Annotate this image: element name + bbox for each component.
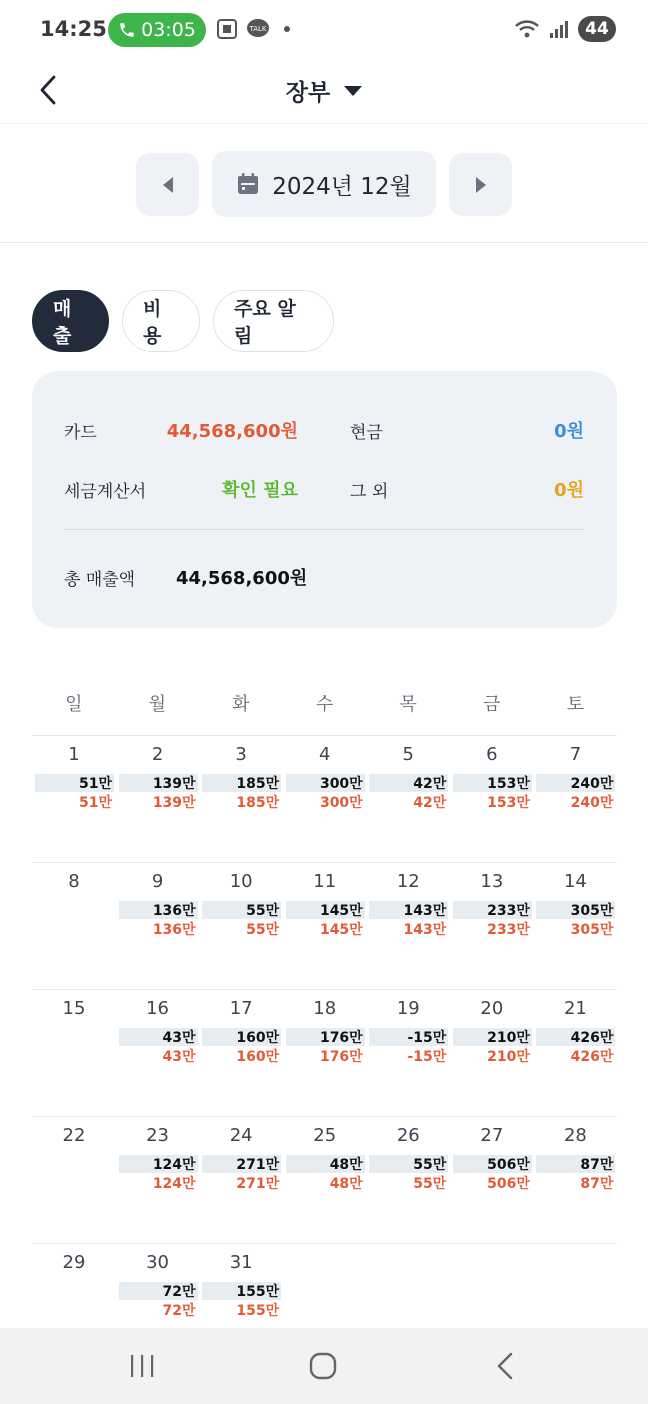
- day-card-amount: 271만: [236, 1176, 280, 1192]
- recent-apps-icon: [129, 1354, 155, 1378]
- day-number: 5: [402, 744, 414, 765]
- day-amount: 240만: [570, 776, 614, 792]
- weekday-label: 수: [315, 694, 334, 715]
- calendar-day-cell[interactable]: [199, 1117, 283, 1244]
- calendar-day-cell[interactable]: [533, 863, 617, 990]
- day-number: 2: [151, 744, 164, 765]
- day-amount: 51만: [78, 776, 112, 792]
- day-amount: 87만: [580, 1157, 614, 1173]
- day-card-amount: 87만: [580, 1176, 614, 1192]
- day-amount: 426만: [570, 1030, 614, 1046]
- current-month-label: 2024년 12월: [272, 173, 412, 200]
- system-back-button[interactable]: [485, 1350, 525, 1382]
- day-number: 21: [563, 998, 587, 1019]
- caret-down-icon: [344, 85, 362, 97]
- day-amount: 153만: [487, 776, 530, 792]
- day-card-amount: 51만: [78, 795, 112, 811]
- back-arrow-icon: [496, 1352, 514, 1380]
- day-number: 11: [313, 871, 337, 892]
- home-button[interactable]: [303, 1350, 343, 1382]
- month-picker-button[interactable]: [212, 151, 436, 217]
- day-card-amount: 143만: [403, 922, 447, 938]
- day-number: 19: [396, 998, 420, 1019]
- day-card-amount: 506만: [487, 1176, 530, 1192]
- prev-month-button[interactable]: [136, 153, 199, 216]
- day-number: 4: [318, 744, 331, 765]
- summary-divider: [64, 529, 584, 530]
- day-amount: 139만: [152, 776, 196, 792]
- caret-left-icon: [162, 176, 174, 194]
- calendar-day-cell[interactable]: [450, 1117, 534, 1244]
- tab-expenses[interactable]: 비용: [122, 290, 200, 352]
- total-sales-value: 44,568,600원: [176, 568, 308, 589]
- calendar-day-cell[interactable]: [533, 1117, 617, 1244]
- day-amount: 305만: [570, 903, 614, 919]
- card-value: 44,568,600원: [166, 421, 298, 442]
- day-number: 14: [563, 871, 587, 892]
- calendar-weekday-header: [32, 690, 617, 716]
- next-month-button[interactable]: [449, 153, 512, 216]
- day-card-amount: 176만: [319, 1049, 363, 1065]
- day-number: 1: [68, 744, 80, 765]
- day-number: 23: [146, 1125, 170, 1146]
- day-number: 31: [229, 1252, 253, 1273]
- day-card-amount: 305만: [570, 922, 614, 938]
- weekday-label: 일: [65, 694, 83, 715]
- day-amount: 233만: [487, 903, 530, 919]
- call-timer-pill[interactable]: [108, 13, 206, 47]
- calendar-icon: [236, 172, 260, 196]
- weekday-label: 금: [482, 694, 501, 715]
- day-number: 8: [68, 871, 80, 892]
- calendar-day-cell[interactable]: [283, 863, 367, 990]
- caret-right-icon: [475, 176, 487, 194]
- month-selector: [0, 125, 648, 243]
- recent-apps-button[interactable]: [122, 1350, 162, 1382]
- talk-icon: [246, 18, 270, 40]
- total-sales-label: 총 매출액: [64, 570, 136, 590]
- signal-icon: [548, 18, 570, 40]
- sales-summary-card: [32, 371, 617, 628]
- screenshot-icon: [216, 18, 238, 40]
- calendar-week-row: [32, 1116, 617, 1243]
- day-amount: 48만: [329, 1157, 363, 1173]
- call-timer: 03:05: [141, 19, 196, 41]
- day-amount: 136만: [152, 903, 196, 919]
- calendar-day-cell[interactable]: [32, 990, 116, 1117]
- calendar-day-cell[interactable]: [116, 863, 200, 990]
- tax-invoice-status[interactable]: 확인 필요: [222, 480, 298, 501]
- day-amount: 185만: [236, 776, 280, 792]
- day-number: 13: [480, 871, 504, 892]
- day-number: 29: [62, 1252, 86, 1273]
- other-value: 0원: [554, 480, 584, 501]
- day-number: 6: [486, 744, 498, 765]
- day-card-amount: 153만: [487, 795, 530, 811]
- day-number: 15: [62, 998, 86, 1019]
- day-amount: 42만: [413, 776, 447, 792]
- ledger-dropdown[interactable]: [0, 74, 648, 107]
- day-card-amount: 139만: [152, 795, 196, 811]
- day-card-amount: 233만: [487, 922, 530, 938]
- calendar-day-cell[interactable]: [32, 863, 116, 990]
- card-label: 카드: [64, 423, 97, 443]
- status-time: 14:25: [40, 17, 107, 41]
- weekday-label: 토: [566, 694, 584, 715]
- calendar-week-row: [32, 989, 617, 1116]
- calendar-week-row: [32, 862, 617, 989]
- calendar-day-cell[interactable]: [366, 863, 450, 990]
- calendar-day-cell[interactable]: [116, 990, 200, 1117]
- day-amount: 210만: [487, 1030, 530, 1046]
- day-card-amount: 72만: [162, 1303, 196, 1319]
- day-card-amount: 210만: [487, 1049, 530, 1065]
- day-card-amount: 300만: [319, 795, 363, 811]
- notification-dot: [284, 26, 290, 32]
- calendar-day-cell[interactable]: [450, 863, 534, 990]
- day-amount: 55만: [413, 1157, 447, 1173]
- svg-text:TALK: TALK: [249, 25, 267, 33]
- cash-value: 0원: [554, 421, 584, 442]
- day-number: 12: [396, 871, 420, 892]
- calendar-day-cell[interactable]: [283, 736, 367, 863]
- day-number: 9: [151, 871, 164, 892]
- day-amount: 145만: [319, 903, 363, 919]
- day-amount: 300만: [319, 776, 363, 792]
- day-number: 18: [313, 998, 337, 1019]
- battery-indicator: 44: [578, 16, 616, 42]
- day-card-amount: 55만: [246, 922, 280, 938]
- day-card-amount: 145만: [319, 922, 363, 938]
- calendar-day-cell[interactable]: [199, 736, 283, 863]
- system-nav-bar: [0, 1328, 648, 1404]
- weekday-label: 월: [148, 694, 167, 715]
- day-card-amount: 160만: [236, 1049, 280, 1065]
- day-card-amount: 124만: [152, 1176, 196, 1192]
- calendar-day-cell[interactable]: [533, 736, 617, 863]
- tab-key-alerts[interactable]: 주요 알림: [213, 290, 334, 352]
- day-card-amount: 43만: [162, 1049, 196, 1065]
- day-card-amount: 240만: [570, 795, 614, 811]
- day-card-amount: 155만: [236, 1303, 280, 1319]
- calendar-day-cell[interactable]: [366, 990, 450, 1117]
- app-header: [0, 60, 648, 124]
- calendar-day-cell[interactable]: [533, 990, 617, 1117]
- calendar-day-cell[interactable]: [32, 1117, 116, 1244]
- day-number: 24: [229, 1125, 253, 1146]
- day-number: 28: [563, 1125, 587, 1146]
- tab-sales[interactable]: 매출: [32, 290, 109, 352]
- wifi-icon: [514, 18, 540, 40]
- cash-label: 현금: [350, 423, 383, 443]
- calendar-day-cell[interactable]: [116, 1117, 200, 1244]
- day-amount: 55만: [246, 903, 280, 919]
- day-amount: 176만: [319, 1030, 363, 1046]
- day-number: 30: [146, 1252, 170, 1273]
- day-amount: 506만: [487, 1157, 530, 1173]
- day-card-amount: 426만: [570, 1049, 614, 1065]
- day-number: 10: [229, 871, 253, 892]
- calendar-day-cell[interactable]: [32, 736, 116, 863]
- other-label: 그 외: [350, 482, 389, 502]
- calendar-day-cell[interactable]: [366, 1117, 450, 1244]
- day-card-amount: 136만: [152, 922, 196, 938]
- weekday-label: 화: [232, 694, 250, 715]
- day-amount: 160만: [236, 1030, 280, 1046]
- day-number: 25: [313, 1125, 337, 1146]
- day-number: 22: [62, 1125, 86, 1146]
- day-number: 7: [569, 744, 582, 765]
- calendar-day-cell[interactable]: [283, 1117, 367, 1244]
- day-number: 20: [480, 998, 504, 1019]
- calendar-day-cell[interactable]: [116, 736, 200, 863]
- day-card-amount: -15만: [407, 1049, 447, 1065]
- day-number: 27: [480, 1125, 504, 1146]
- calendar-day-cell[interactable]: [199, 990, 283, 1117]
- calendar-day-cell[interactable]: [366, 736, 450, 863]
- tax-invoice-label: 세금계산서: [64, 482, 147, 502]
- home-icon: [309, 1352, 337, 1380]
- calendar-day-cell[interactable]: [199, 863, 283, 990]
- day-amount: 155만: [236, 1284, 280, 1300]
- calendar-day-cell[interactable]: [450, 736, 534, 863]
- day-card-amount: 55만: [413, 1176, 447, 1192]
- day-card-amount: 48만: [329, 1176, 363, 1192]
- weekday-label: 목: [399, 694, 417, 715]
- day-card-amount: 42만: [413, 795, 447, 811]
- category-tabs: [32, 290, 334, 352]
- day-card-amount: 185만: [236, 795, 280, 811]
- day-amount: 72만: [162, 1284, 196, 1300]
- day-number: 16: [146, 998, 170, 1019]
- status-bar: [0, 0, 648, 60]
- page-title: 장부: [285, 80, 331, 106]
- day-amount: 271만: [236, 1157, 280, 1173]
- calendar-day-cell[interactable]: [450, 990, 534, 1117]
- day-number: 17: [229, 998, 253, 1019]
- day-amount: 124만: [152, 1157, 196, 1173]
- day-number: 26: [396, 1125, 420, 1146]
- calendar-day-cell[interactable]: [283, 990, 367, 1117]
- phone-icon: [118, 21, 136, 39]
- day-number: 3: [235, 744, 247, 765]
- day-amount: 43만: [162, 1030, 196, 1046]
- calendar-week-row: [32, 735, 617, 862]
- day-amount: -15만: [407, 1030, 447, 1046]
- day-amount: 143만: [403, 903, 447, 919]
